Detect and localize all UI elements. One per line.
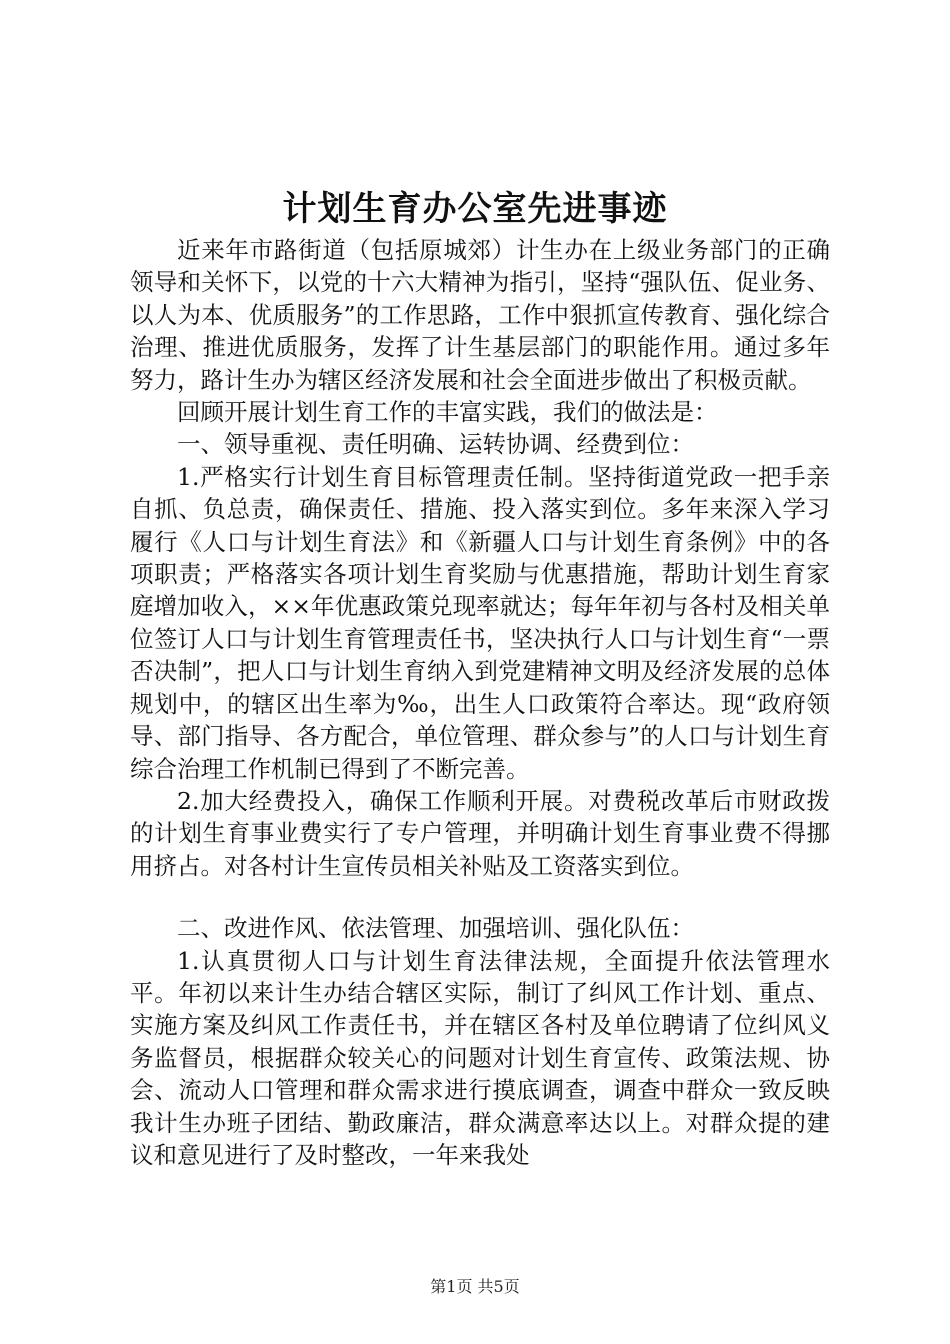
paragraph-1-1: 1.严格实行计划生育目标管理责任制。坚持街道党政一把手亲自抓、负总责，确保责任、措施、投入落实到位。多年来深入学习履行《人口与计划生育法》和《新疆人口与计划生育条例》中的各项职责；严格落实各项计划生育奖励与优惠措施，帮助计划生育家庭增加收入，××年优惠政策兑现率就达；每年年初与各村及相关单位签订人口与计划生育管理责任书，坚决执行人口与计划生育“一票否决制”，把人口与计划生育纳入到党建精神文明及经济发展的总体规划中，的辖区出生率为‰，出生人口政策符合率达。现“政府领导、部门指导、各方配合，单位管理、群众参与”的人口与计划生育综合治理工作机制已得到了不断完善。 [130, 462, 830, 783]
paragraph-intro: 近来年市路街道（包括原城郊）计生办在上级业务部门的正确领导和关怀下，以党的十六大精神为指引，坚持“强队伍、促业务、以人为本、优质服务”的工作思路，工作中狠抓宣传教育、强化综合治理、推进优质服务，发挥了计生基层部门的职能作用。通过多年努力，路计生办为辖区经济发展和社会全面进步做出了积极贡献。 [130, 236, 830, 394]
document-body [130, 234, 830, 1171]
page-footer: 第1页 共5页 [430, 1277, 520, 1296]
paragraph-review: 回顾开展计划生育工作的丰富实践，我们的做法是： [177, 398, 718, 427]
document-title: 计划生育办公室先进事迹 [282, 189, 668, 229]
section-heading-1: 一、领导重视、责任明确、运转协调、经费到位： [177, 430, 694, 459]
section-heading-2: 二、改进作风、依法管理、加强培训、强化队伍： [177, 914, 694, 943]
paragraph-1-2: 2.加大经费投入，确保工作顺利开展。对费税改革后市财政拨的计划生育事业费实行了专户管理，并明确计划生育事业费不得挪用挤占。对各村计生宣传员相关补贴及工资落实到位。 [130, 786, 830, 880]
paragraph-2-1: 1.认真贯彻人口与计划生育法律法规，全面提升依法管理水平。年初以来计生办结合辖区实际，制订了纠风工作计划、重点、实施方案及纠风工作责任书，并在辖区各村及单位聘请了位纠风义务监督员，根据群众较关心的问题对计划生育宣传、政策法规、协会、流动人口管理和群众需求进行摸底调查，调查中群众一致反映我计生办班子团结、勤政廉洁，群众满意率达以上。对群众提的建议和意见进行了及时整改，一年来我处 [130, 946, 830, 1169]
